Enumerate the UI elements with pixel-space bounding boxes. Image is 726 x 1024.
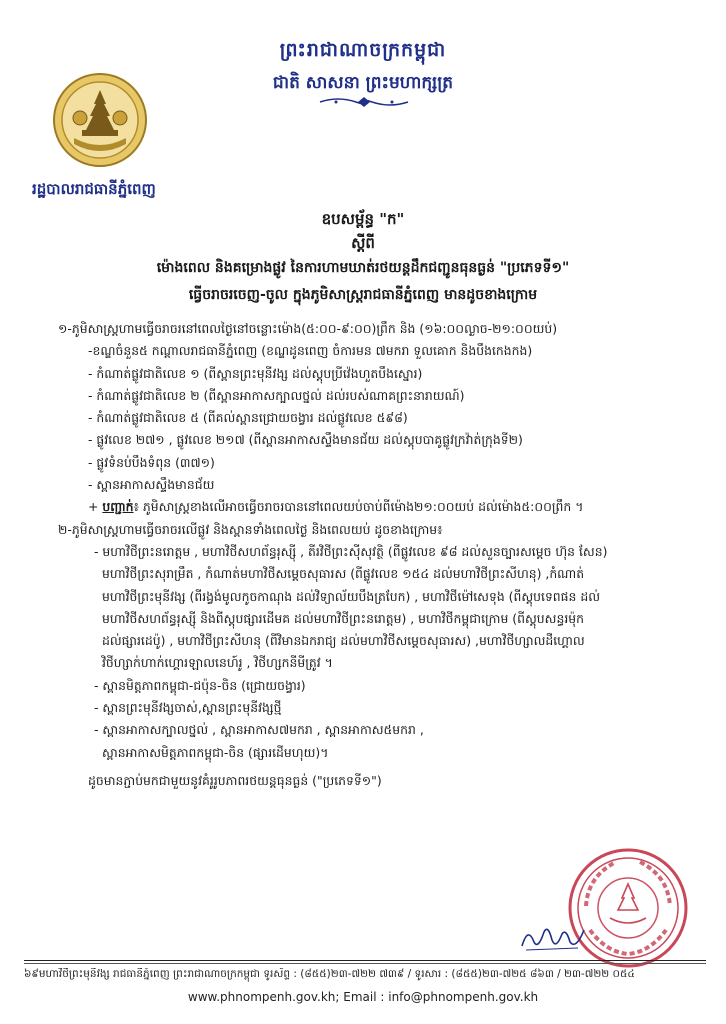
list-item: - កំណាត់ផ្លូវជាតិលេខ ៥ (ពីគល់ស្ពានជ្រោយចង្វារ ដល់ផ្លូវលេខ ៥៩៨) <box>88 410 408 426</box>
note-label: បញ្ជាក់ <box>102 499 134 515</box>
paragraph-line: មហាវិថីព្រះមុនីវង្ស (ពីរង្វង់មូលកូចកាណុង ដល់វិទ្យាល័យបឹងត្របែក) , មហាវិថីម៉ៅសេទុង (ពីស្តុបទេពផន ដល់ <box>102 588 601 604</box>
footer-divider <box>24 960 706 961</box>
kingdom-title: ព្រះរាជាណាចក្រកម្ពុជា <box>279 39 447 61</box>
title-line-2: ធ្វើចរាចរចេញ-ចូល ក្នុងភូមិសាស្ត្ររាជធានីភ្នំពេញ មានដូចខាងក្រោម <box>188 287 538 303</box>
list-item: - ស្ពានអាកាសស្ទឹងមានជ័យ <box>88 477 215 493</box>
list-item: ស្ពានអាកាសមិត្តភាពកម្ពុជា-ចិន (ផ្សារដើមហុយ)។ <box>102 744 329 760</box>
ministry-name: រដ្ឋបាលរាជធានីភ្នំពេញ <box>32 180 156 198</box>
list-item: - ផ្លូវលេខ ២៧១ , ផ្លូវលេខ ២១៧ (ពីស្ពានអាកាសស្ទឹងមានជ័យ ដល់ស្តុបបាគូផ្លូវក្រវ៉ាត់ក្រុងទី២) <box>88 432 523 448</box>
kingdom-motto: ជាតិ សាសនា ព្រះមហាក្សត្រ <box>272 73 454 93</box>
list-item: - ស្ពានព្រះមុនីវង្សចាស់,ស្ពានព្រះមុនីវង្សថ្មី <box>94 700 282 716</box>
signature-icon <box>518 920 588 954</box>
note-text: ៖ ភូមិសាស្ត្រខាងលើអាចធ្វើចរាចរបាននៅពេលយប់ចាប់ពីម៉ោង២១:០០យប់ ដល់ម៉ោង៥:០០ព្រឹក ។ <box>133 499 584 515</box>
list-item: - កំណាត់ផ្លូវជាតិលេខ ១ (ពីស្ពានព្រះមុនីវង្ស ដល់ស្តុបប្រីវ៉េងហួតបឹងស្នោរ) <box>88 365 423 381</box>
list-item: - ស្ពានអាកាសក្បាលថ្នល់ , ស្ពានអាកាស៧មករា , ស្ពានអាកាស៥មករា , <box>94 722 424 738</box>
paragraph-line: មហាវិថីព្រះសុរាម្រឹត , កំណាត់មហាវិថីសម្តេចសុធារស (ពីផ្លូវលេខ ១៥៤ ដល់មហាវិថីព្រះសីហនុ) ,កំណាត់ <box>102 566 585 582</box>
paragraph-line: មហាវិថីសហព័ន្ធរុស្ស៊ី និងពីស្តុបផ្សារដើមគ ដល់មហាវិថីព្រះនរោត្តម) , មហាវិថីកម្ពុជាក្រោម (ពីស្តុបសន្ធរម៉ុក <box>102 610 584 626</box>
section-2-intro: ២-ភូមិសាស្ត្រហាមធ្វើចរាចរលើផ្លូវ និងស្ពានទាំងពេលថ្ងៃ និងពេលយប់ ដូចខាងក្រោម៖ <box>58 521 443 537</box>
title-line-1: ម៉ោងពេល និងគម្រោងផ្លូវ នៃការហាមឃាត់រថយន្តដឹកជញ្ជូនធុនធ្ងន់ "ប្រភេទទី១" <box>156 260 570 276</box>
closing-line: ដូចមានភ្ជាប់មកជាមួយនូវគំរូរូបភាពរថយន្តធុនធ្ងន់ ("ប្រភេទទី១") <box>88 772 382 788</box>
list-item: - ផ្លូវទំនប់បឹងទំពុន (៣៧១) <box>88 454 215 470</box>
section-1-intro: ១-ភូមិសាស្ត្រហាមធ្វើចរាចរនៅពេលថ្ងៃនៅចន្លោះម៉ោង(៥:០០-៩:០០)ព្រឹក និង (១៦:០០ល្ងាច-២១:០០យប់) <box>58 321 558 336</box>
note-line: + បញ្ជាក់៖ ភូមិសាស្ត្រខាងលើអាចធ្វើចរាចរបាននៅពេលយប់ចាប់ពីម៉ោង២១:០០យប់ ដល់ម៉ោង៥:០០ព្រឹក ។ <box>88 499 584 515</box>
footer-contact: www.phnompenh.gov.kh; Email : info@phnompenh.gov.kh <box>187 990 539 1004</box>
list-item: - ស្ពានមិត្តភាពកម្ពុជា-ជប៉ុន-ចិន (ជ្រោយចង្វារ) <box>94 677 306 693</box>
document-body <box>58 318 698 792</box>
about-label: ស្តីពី <box>351 234 375 252</box>
list-item: -ខណ្ឌចំនួន៥ កណ្តាលរាជធានីភ្នំពេញ (ខណ្ឌដូនពេញ ចំការមន ៧មករា ទួលគោក និងបឹងកេងកង) <box>88 343 533 359</box>
paragraph-line: វិថីហ្សាក់ហាក់ហ្គោរឡាលនេហ៍រូ , វិថីហ្សកនីមីត្រូវ ។ <box>102 655 333 671</box>
paragraph-line: - មហាវិថីព្រះនរោត្តម , មហាវិថីសហព័ន្ធរុស្ស៊ី , តីរវិថីព្រះស៊ីសុវត្ថិ (ពីផ្លូវលេខ ៩៨ ដល់សួនច្បារសម្តេច ហ៊ុន សែន) <box>94 543 608 559</box>
phnom-penh-emblem-icon <box>52 72 148 168</box>
flourish-ornament-icon <box>318 94 410 110</box>
footer-divider-thin <box>24 963 706 964</box>
annex-label: ឧបសម្ព័ន្ធ "ក" <box>321 210 405 228</box>
paragraph-line: ដល់ផ្សារដេប៉ូ) , មហាវិថីព្រះសីហនុ (ពីវិមានឯករាជ្យ ដល់មហាវិថីសម្តេចសុធារស) ,មហាវិថីហ្សាលដឺហ្គោល <box>102 633 585 649</box>
footer-address: ៦៩មហាវិថីព្រះមុនីវង្ស រាជធានីភ្នំពេញ ព្រះរាជាណាចក្រកម្ពុជា ទូរស័ព្ទ : (៨៥៥)២៣-៧២២ ៧៣៩ / ទូរសារ : (៨៥៥)២៣-៧២៥ ៨៦៣ / ២៣-៧២២ ០៥៤ <box>24 968 635 980</box>
list-item: - កំណាត់ផ្លូវជាតិលេខ ២ (ពីស្ពានអាកាសក្បាលថ្នល់ ដល់របស់ណាគព្រះនារាយណ៍) <box>88 387 465 403</box>
